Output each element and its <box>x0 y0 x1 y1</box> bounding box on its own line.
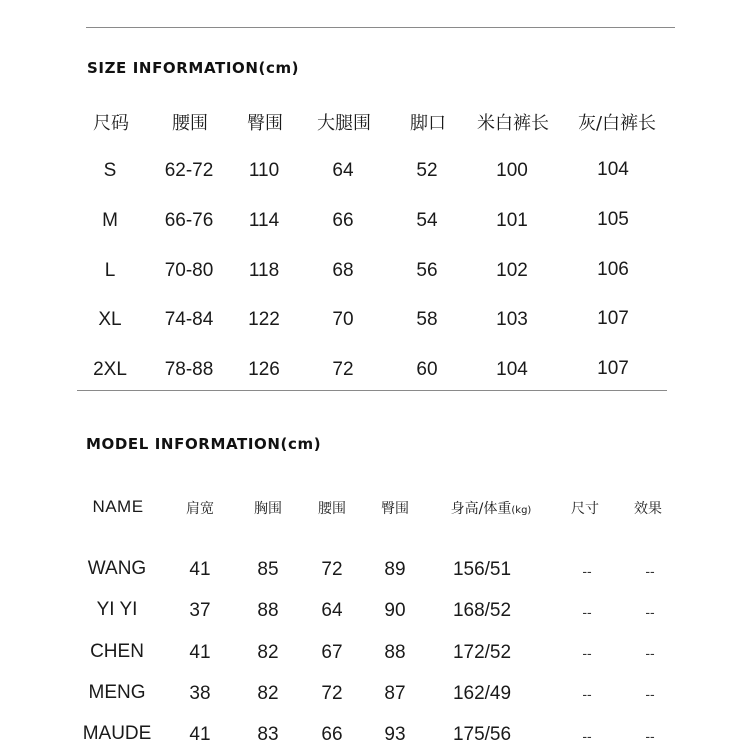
size-cell: 72 <box>332 359 354 380</box>
size-header-thigh: 大腿围 <box>317 113 371 134</box>
model-cell: 41 <box>189 559 211 580</box>
size-cell: 104 <box>496 359 528 380</box>
model-cell: 82 <box>257 642 279 663</box>
model-cell-name: WANG <box>87 558 147 579</box>
model-cell: 82 <box>257 683 279 704</box>
size-cell: M <box>102 210 118 231</box>
size-cell: 106 <box>597 259 629 280</box>
size-cell: 100 <box>496 160 528 181</box>
size-cell: 126 <box>248 359 280 380</box>
model-header-weight-unit: (kg) <box>511 505 532 516</box>
model-cell: 88 <box>384 642 406 663</box>
model-cell: 67 <box>321 642 343 663</box>
model-cell: -- <box>645 563 655 579</box>
size-cell: S <box>103 160 117 181</box>
model-header-name: NAME <box>92 497 144 516</box>
top-divider <box>86 27 675 28</box>
model-cell: 89 <box>384 559 406 580</box>
model-header-effect: 效果 <box>634 501 662 517</box>
model-cell: 172/52 <box>452 642 512 663</box>
model-cell: 66 <box>321 724 343 745</box>
size-cell: 110 <box>248 160 280 181</box>
model-cell: 162/49 <box>452 683 512 704</box>
model-cell: -- <box>645 604 655 620</box>
model-header-waist: 腰围 <box>318 501 346 517</box>
model-cell: 93 <box>384 724 406 745</box>
size-cell: 2XL <box>93 359 127 380</box>
model-cell: -- <box>645 728 655 744</box>
model-cell: 90 <box>384 600 406 621</box>
model-cell: -- <box>645 645 655 661</box>
size-cell: 66-76 <box>164 210 214 231</box>
size-header-leg-opening: 脚口 <box>410 113 446 134</box>
size-cell: 62-72 <box>164 160 214 181</box>
model-cell: 156/51 <box>452 559 512 580</box>
model-cell-name: CHEN <box>90 641 144 662</box>
model-cell-name: MENG <box>88 682 146 703</box>
size-cell: 70-80 <box>164 260 214 281</box>
size-cell: 52 <box>416 160 438 181</box>
size-cell: 105 <box>597 209 629 230</box>
size-cell: 107 <box>597 308 629 329</box>
model-cell: 88 <box>257 600 279 621</box>
model-cell: 38 <box>189 683 211 704</box>
model-header-shoulder: 肩宽 <box>186 501 214 517</box>
size-table-divider <box>77 390 667 391</box>
size-cell: L <box>104 260 116 281</box>
size-cell: 122 <box>248 309 280 330</box>
size-cell: 103 <box>496 309 528 330</box>
model-cell-name: MAUDE <box>82 723 152 744</box>
model-cell: 87 <box>384 683 406 704</box>
model-cell: -- <box>645 686 655 702</box>
model-cell: 72 <box>321 559 343 580</box>
model-section-title: MODEL INFORMATION(cm) <box>86 435 322 453</box>
model-header-height-weight <box>451 498 532 518</box>
size-cell: 56 <box>416 260 438 281</box>
size-cell: XL <box>98 309 122 330</box>
size-header-waist: 腰围 <box>172 113 208 134</box>
model-cell: -- <box>582 604 592 620</box>
size-section-title: SIZE INFORMATION(cm) <box>87 59 300 77</box>
size-cell: 118 <box>248 260 280 281</box>
model-header-height-weight-label: 身高/体重 <box>450 501 512 517</box>
model-cell: 72 <box>321 683 343 704</box>
size-cell: 70 <box>332 309 354 330</box>
size-header-beige-length: 米白裤长 <box>477 113 549 134</box>
model-cell: -- <box>582 645 592 661</box>
size-cell: 66 <box>332 210 354 231</box>
model-cell: 85 <box>257 559 279 580</box>
model-cell: 64 <box>321 600 343 621</box>
model-cell-name: YI YI <box>96 599 138 620</box>
model-header-size: 尺寸 <box>571 501 599 517</box>
size-header-grey-white-length: 灰/白裤长 <box>577 113 657 134</box>
model-cell: 41 <box>189 724 211 745</box>
size-cell: 101 <box>496 210 528 231</box>
model-header-chest: 胸围 <box>254 501 282 517</box>
size-header-hip: 臀围 <box>247 113 283 134</box>
size-cell: 74-84 <box>164 309 214 330</box>
model-cell: 83 <box>257 724 279 745</box>
model-header-hip: 臀围 <box>381 501 409 517</box>
model-cell: -- <box>582 563 592 579</box>
size-cell: 114 <box>248 210 280 231</box>
size-cell: 58 <box>416 309 438 330</box>
model-cell: 37 <box>189 600 211 621</box>
size-cell: 102 <box>496 260 528 281</box>
size-cell: 107 <box>597 358 629 379</box>
model-cell: 168/52 <box>452 600 512 621</box>
model-cell: 41 <box>189 642 211 663</box>
size-cell: 64 <box>332 160 354 181</box>
size-cell: 78-88 <box>164 359 214 380</box>
model-cell: -- <box>582 686 592 702</box>
size-cell: 104 <box>597 159 629 180</box>
size-header-size: 尺码 <box>93 113 129 134</box>
model-cell: 175/56 <box>452 724 512 745</box>
size-cell: 60 <box>416 359 438 380</box>
size-cell: 68 <box>332 260 354 281</box>
model-cell: -- <box>582 728 592 744</box>
size-cell: 54 <box>416 210 438 231</box>
